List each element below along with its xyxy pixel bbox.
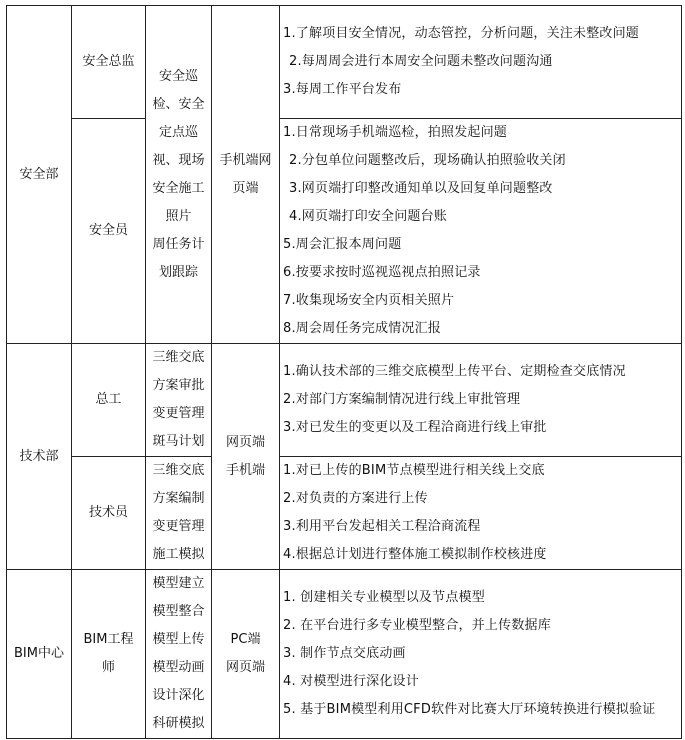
task-cell [280,344,682,457]
task-line: 2.分包单位问题整改后，现场确认拍照验收关闭 [289,153,566,168]
function-line: 安全施工 [152,180,205,196]
task-line: 1.日常现场手机端巡检，拍照发起问题 [283,125,508,140]
function-cell [146,570,212,739]
function-line: 科研模拟 [152,716,205,731]
platform-line: 手机端网 [219,152,272,168]
function-line: 视、现场 [152,152,205,168]
task-line: 3.网页端打印整改通知单以及回复单问题整改 [289,181,553,196]
task-line: 4.根据总计划进行整体施工模拟制作校核进度 [283,547,547,562]
task-cell [280,6,682,119]
function-cell [146,6,212,344]
function-line: 斑马计划 [152,434,205,449]
function-line: 方案编制 [152,491,205,506]
role-name: 安全总监 [82,54,135,69]
function-line: 定点巡 [158,124,198,140]
task-line: 1.了解项目安全情况，动态管控，分析问题，关注未整改问题 [283,26,640,41]
task-line: 4.网页端打印安全问题台账 [289,209,448,224]
function-line: 照片 [165,208,192,224]
platform-line: PC端 [230,632,261,647]
role-cell [72,344,146,457]
platform-line: 网页端 [225,660,265,675]
task-line: 6.按要求按时巡视巡视点拍照记录 [283,265,481,280]
task-line: 3.利用平台发起相关工程洽商流程 [283,519,481,534]
function-line: 三维交底 [152,463,205,478]
role-name: 总工 [95,392,122,407]
role-line: 师 [101,660,115,675]
role-name: 技术员 [88,505,128,520]
role-line: BIM工程 [83,632,134,647]
function-line: 周任务计 [152,236,205,252]
function-line: 模型动画 [152,660,205,675]
function-line: 三维交底 [152,350,205,365]
function-line: 模型整合 [152,604,205,619]
platform-line: 手机端 [225,462,265,478]
function-cell [146,457,212,570]
function-line: 划跟踪 [158,264,198,280]
responsibility-table [6,5,682,739]
department-name: 安全部 [19,166,59,182]
department-cell [7,570,72,739]
task-line: 3.每周工作平台发布 [283,82,402,97]
role-cell [72,119,146,344]
function-line: 设计深化 [152,688,205,703]
platform-cell [212,6,280,344]
task-cell [280,570,682,739]
function-cell [146,344,212,457]
department-cell [7,344,72,570]
task-line: 1. 创建相关专业模型以及节点模型 [283,590,485,605]
function-line: 模型建立 [152,576,205,591]
task-line: 2.对负责的方案进行上传 [283,491,428,506]
task-line: 5. 基于BIM模型利用CFD软件对比赛大厅环境转换进行模拟验证 [283,702,656,717]
function-line: 变更管理 [152,406,205,421]
department-name: 技术部 [19,448,59,464]
function-line: 检、安全 [152,96,205,112]
task-line: 2.每周周会进行本周安全问题未整改问题沟通 [289,54,553,69]
department-cell [7,6,72,344]
function-line: 安全巡 [158,68,198,84]
task-line: 2.对部门方案编制情况进行线上审批管理 [283,392,521,407]
task-line: 1.确认技术部的三维交底模型上传平台、定期检查交底情况 [283,364,626,379]
role-cell [72,6,146,119]
function-line: 施工模拟 [152,547,205,562]
task-line: 8.周会周任务完成情况汇报 [283,321,442,336]
task-line: 1.对已上传的BIM节点模型进行相关线上交底 [283,463,545,478]
platform-cell [212,570,280,739]
task-cell [280,119,682,344]
role-cell [72,570,146,739]
task-line: 7.收集现场安全内页相关照片 [283,293,455,308]
task-line: 2. 在平台进行多专业模型整合，并上传数据库 [283,618,551,633]
department-name: BIM中心 [14,646,64,661]
platform-line: 页端 [232,180,259,196]
platform-cell [212,344,280,570]
role-cell [72,457,146,570]
function-line: 变更管理 [152,519,205,534]
task-line: 5.周会汇报本周问题 [283,237,402,252]
function-line: 方案审批 [152,378,205,393]
role-name: 安全员 [88,223,128,238]
function-line: 模型上传 [152,632,205,647]
task-line: 3. 制作节点交底动画 [283,646,406,661]
platform-line: 网页端 [225,434,265,450]
task-line: 4. 对模型进行深化设计 [283,674,419,689]
task-line: 3.对已发生的变更以及工程洽商进行线上审批 [283,420,547,435]
task-cell [280,457,682,570]
